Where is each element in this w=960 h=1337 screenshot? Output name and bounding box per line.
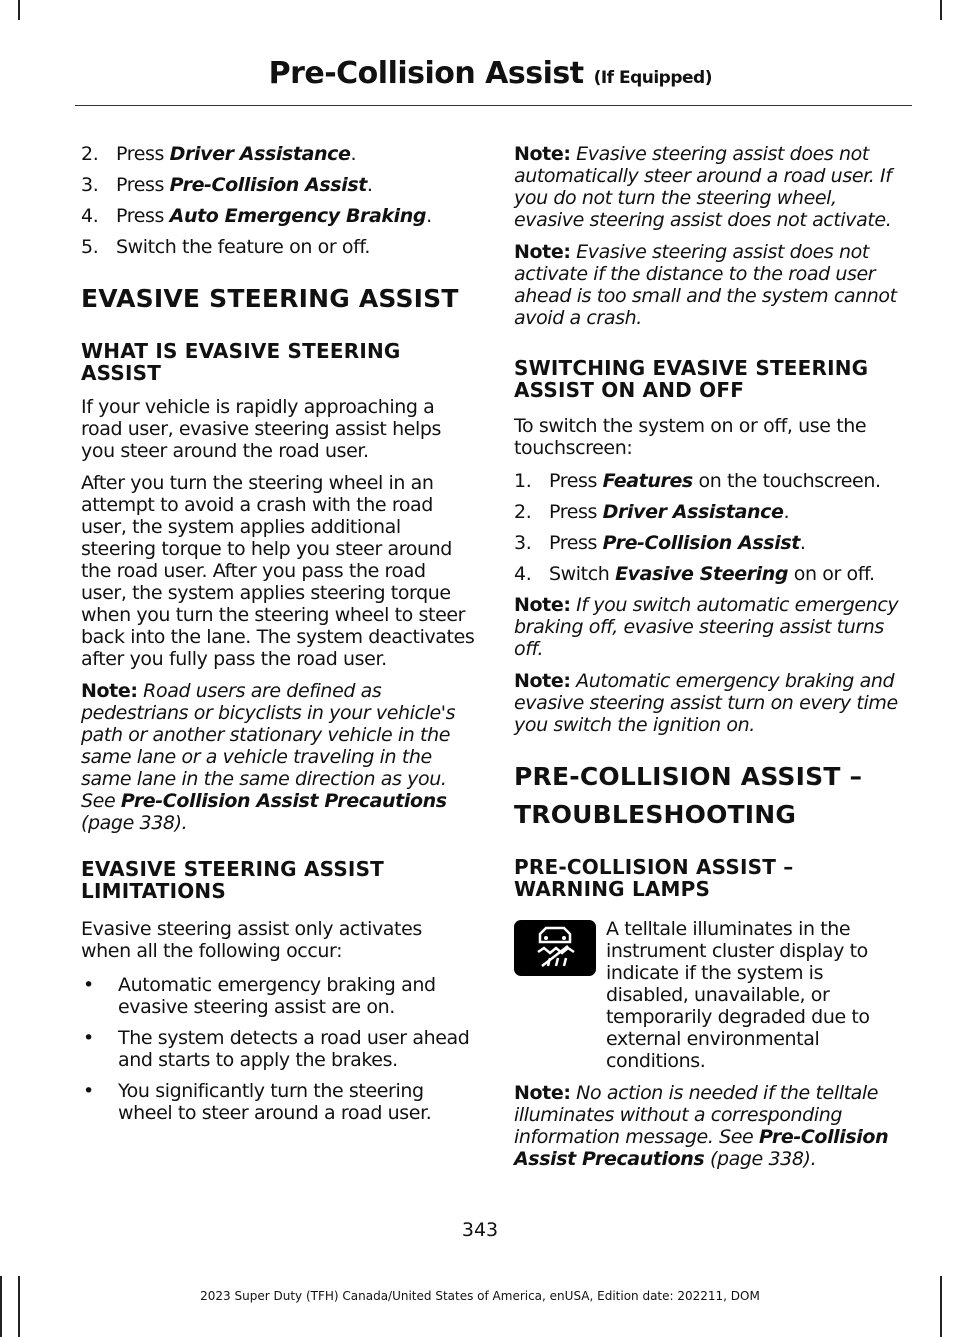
crop-mark [940, 0, 942, 20]
footer-text: 2023 Super Duty (TFH) Canada/United States of America, enUSA, Edition date: 202211, DOM [200, 1289, 760, 1303]
header-title: Pre-Collision Assist [268, 56, 584, 91]
list-item: • Automatic emergency braking and evasive steering assist are on. [83, 974, 436, 1018]
right-column [514, 143, 909, 1180]
crop-mark [18, 0, 20, 20]
telltale-block [514, 918, 909, 1072]
note: Note: Evasive steering assist does not automatically steer around a road user. If you do not turn the steering wheel, evasive steering assist does not activate. [514, 143, 892, 231]
list-item: 4. Switch Evasive Steering on or off. [514, 563, 875, 585]
list-item: • You significantly turn the steering wheel to steer around a road user. [83, 1080, 432, 1124]
section-heading: PRE-COLLISION ASSIST – TROUBLESHOOTING [514, 762, 863, 829]
subsection-heading: WHAT IS EVASIVE STEERING ASSIST [81, 339, 401, 385]
list-item: 2. Press Driver Assistance. [514, 501, 790, 523]
list-item: • The system detects a road user ahead and starts to apply the brakes. [83, 1027, 470, 1071]
left-column [81, 143, 476, 1133]
cross-reference-link[interactable]: Pre-Collision Assist Precautions [514, 1126, 889, 1170]
note: Note: If you switch automatic emergency braking off, evasive steering assist turns off. [514, 594, 899, 660]
header-subtitle: (If Equipped) [593, 68, 712, 88]
note: Note: Evasive steering assist does not activate if the distance to the road user ahead is too small and the system cannot avoid a crash. [514, 241, 897, 329]
list-item: 2. Press Driver Assistance. [81, 143, 357, 165]
subsection-heading: EVASIVE STEERING ASSIST LIMITATIONS [81, 857, 385, 903]
crop-mark [18, 1276, 20, 1337]
list-item: 1. Press Features on the touchscreen. [514, 470, 881, 492]
crop-mark [940, 1276, 942, 1337]
paragraph: A telltale illuminates in the instrument cluster display to indicate if the system is disabled, unavailable, or temporarily degraded due to external environmental conditions. [606, 918, 870, 1072]
note: Note: No action is needed if the telltale illuminates without a corresponding information message. See Pre-Collision Assist Precautions (page 338). [514, 1082, 889, 1170]
paragraph: Evasive steering assist only activates when all the following occur: [81, 918, 422, 962]
paragraph: To switch the system on or off, use the touchscreen: [514, 415, 867, 459]
cross-reference-link[interactable]: Pre-Collision Assist Precautions [120, 790, 447, 812]
page-header [269, 56, 712, 91]
subsection-heading: PRE-COLLISION ASSIST – WARNING LAMPS [514, 855, 794, 901]
pre-collision-warning-icon [514, 920, 596, 976]
list-item: 4. Press Auto Emergency Braking. [81, 205, 432, 227]
crop-mark [0, 1276, 2, 1337]
list-item: 3. Press Pre-Collision Assist. [514, 532, 806, 554]
note: Note: Automatic emergency braking and evasive steering assist turn on every time you switch the ignition on. [514, 670, 898, 736]
subsection-heading: SWITCHING EVASIVE STEERING ASSIST ON AND OFF [514, 356, 869, 402]
list-item: 3. Press Pre-Collision Assist. [81, 174, 373, 196]
header-divider [75, 105, 912, 106]
list-item: 5. Switch the feature on or off. [81, 236, 370, 258]
note: Note: Road users are defined as pedestrians or bicyclists in your vehicle's path or another stationary vehicle in the same lane or a vehicle traveling in the same lane in the same direction as you. See Pre-Collision Assist Precautions (page 338). [81, 680, 456, 834]
paragraph: After you turn the steering wheel in an attempt to avoid a crash with the road user, the system applies additional steering torque to help you steer around the road user. After you pass the road user, the system applies steering torque when you turn the steering wheel to steer back into the lane. The system deactivates after you fully pass the road user. [81, 472, 475, 670]
section-heading: EVASIVE STEERING ASSIST [81, 284, 459, 313]
page-number: 343 [461, 1219, 499, 1241]
paragraph: If your vehicle is rapidly approaching a road user, evasive steering assist helps you steer around the road user. [81, 396, 442, 462]
